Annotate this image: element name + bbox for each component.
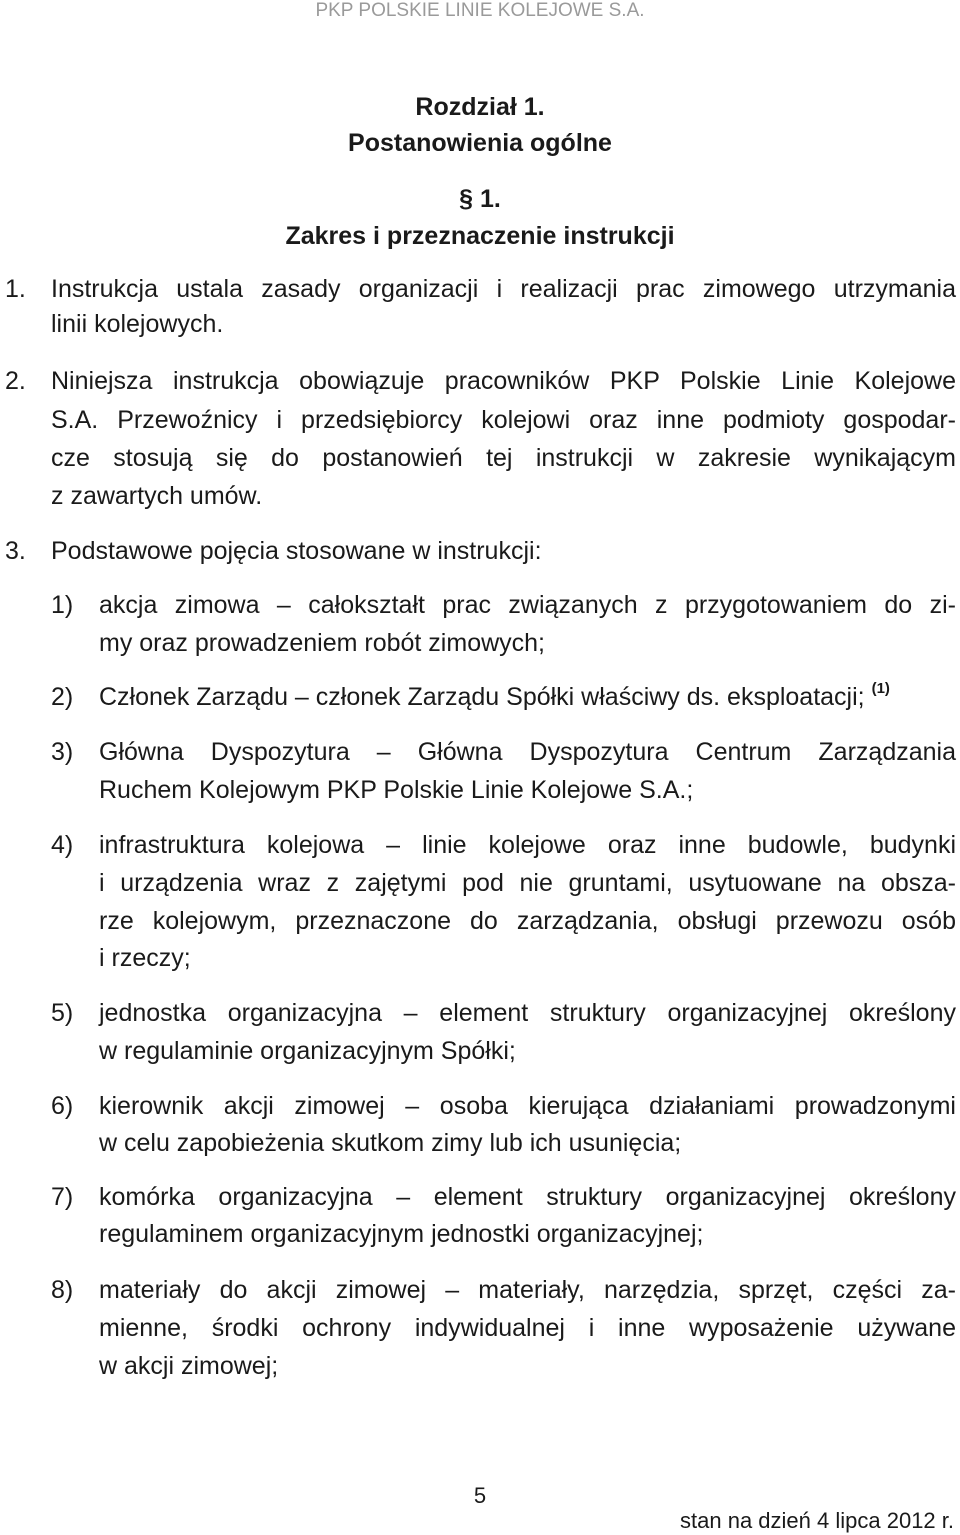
paragraph-line: Instrukcja ustala zasady organizacji i realizacji prac zimowego utrzymania (51, 275, 956, 303)
definition-number: 5) (51, 999, 74, 1027)
definition-line: rze kolejowym, przeznaczone do zarządzania, obsługi przewozu osób (99, 907, 956, 935)
definition-number: 4) (51, 831, 74, 859)
definition-line: akcja zimowa – całokształt prac związanych z przygotowaniem do zi- (99, 591, 956, 619)
definition-line: w akcji zimowej; (99, 1352, 279, 1380)
definition-number: 8) (51, 1276, 74, 1304)
definition-line: i rzeczy; (99, 944, 191, 972)
definition-text: Członek Zarządu – członek Zarządu Spółki właściwy ds. eksploatacji; (99, 683, 865, 711)
definition-line (99, 682, 890, 716)
paragraph-line: linii kolejowych. (51, 310, 224, 338)
paragraph-number: 3. (5, 537, 26, 565)
paragraph-number: 2. (5, 367, 26, 395)
paragraph-line: Niniejsza instrukcja obowiązuje pracowników PKP Polskie Linie Kolejowe (51, 367, 956, 395)
definition-line: my oraz prowadzeniem robót zimowych; (99, 629, 545, 657)
definition-line: Ruchem Kolejowym PKP Polskie Linie Kolejowe S.A.; (99, 776, 694, 804)
paragraph-line: z zawartych umów. (51, 482, 263, 510)
paragraph-number: 1. (5, 275, 26, 303)
definition-line: jednostka organizacyjna – element struktury organizacyjnej określony (99, 999, 956, 1027)
definition-line: i urządzenia wraz z zajętymi pod nie gruntami, usytuowane na obsza- (99, 869, 956, 897)
definition-number: 3) (51, 738, 74, 766)
definition-number: 2) (51, 683, 74, 711)
running-header: PKP POLSKIE LINIE KOLEJOWE S.A. (315, 0, 645, 21)
definition-line: materiały do akcji zimowej – materiały, narzędzia, sprzęt, części za- (99, 1276, 956, 1304)
definition-line: Główna Dyspozytura – Główna Dyspozytura Centrum Zarządzania (99, 738, 956, 766)
chapter-subtitle: Postanowienia ogólne (348, 129, 612, 157)
definition-line: komórka organizacyjna – element struktury organizacyjnej określony (99, 1183, 956, 1211)
paragraph-line: Podstawowe pojęcia stosowane w instrukcji: (51, 537, 542, 565)
definition-line: w celu zapobieżenia skutkom zimy lub ich usunięcia; (99, 1129, 682, 1157)
definition-number: 1) (51, 591, 74, 619)
definition-line: kierownik akcji zimowej – osoba kierująca działaniami prowadzonymi (99, 1092, 956, 1120)
section-title: Zakres i przeznaczenie instrukcji (285, 222, 675, 250)
page-number: 5 (473, 1483, 487, 1508)
definition-line: mienne, środki ochrony indywidualnej i inne wyposażenie używane (99, 1314, 956, 1342)
definition-line: regulaminem organizacyjnym jednostki organizacyjnej; (99, 1220, 704, 1248)
paragraph-line: S.A. Przewoźnicy i przedsiębiorcy kolejowi oraz inne podmioty gospodar- (51, 406, 956, 434)
definition-line: w regulaminie organizacyjnym Spółki; (99, 1037, 516, 1065)
chapter-title: Rozdział 1. (415, 93, 545, 121)
definition-number: 7) (51, 1183, 74, 1211)
definition-number: 6) (51, 1092, 74, 1120)
definition-line: infrastruktura kolejowa – linie kolejowe oraz inne budowle, budynki (99, 831, 956, 859)
footnote-marker: (1) (871, 680, 890, 697)
footer-date: stan na dzień 4 lipca 2012 r. (680, 1508, 954, 1533)
paragraph-line: cze stosują się do postanowień tej instrukcji w zakresie wynikającym (51, 444, 956, 472)
section-number: § 1. (459, 185, 501, 213)
